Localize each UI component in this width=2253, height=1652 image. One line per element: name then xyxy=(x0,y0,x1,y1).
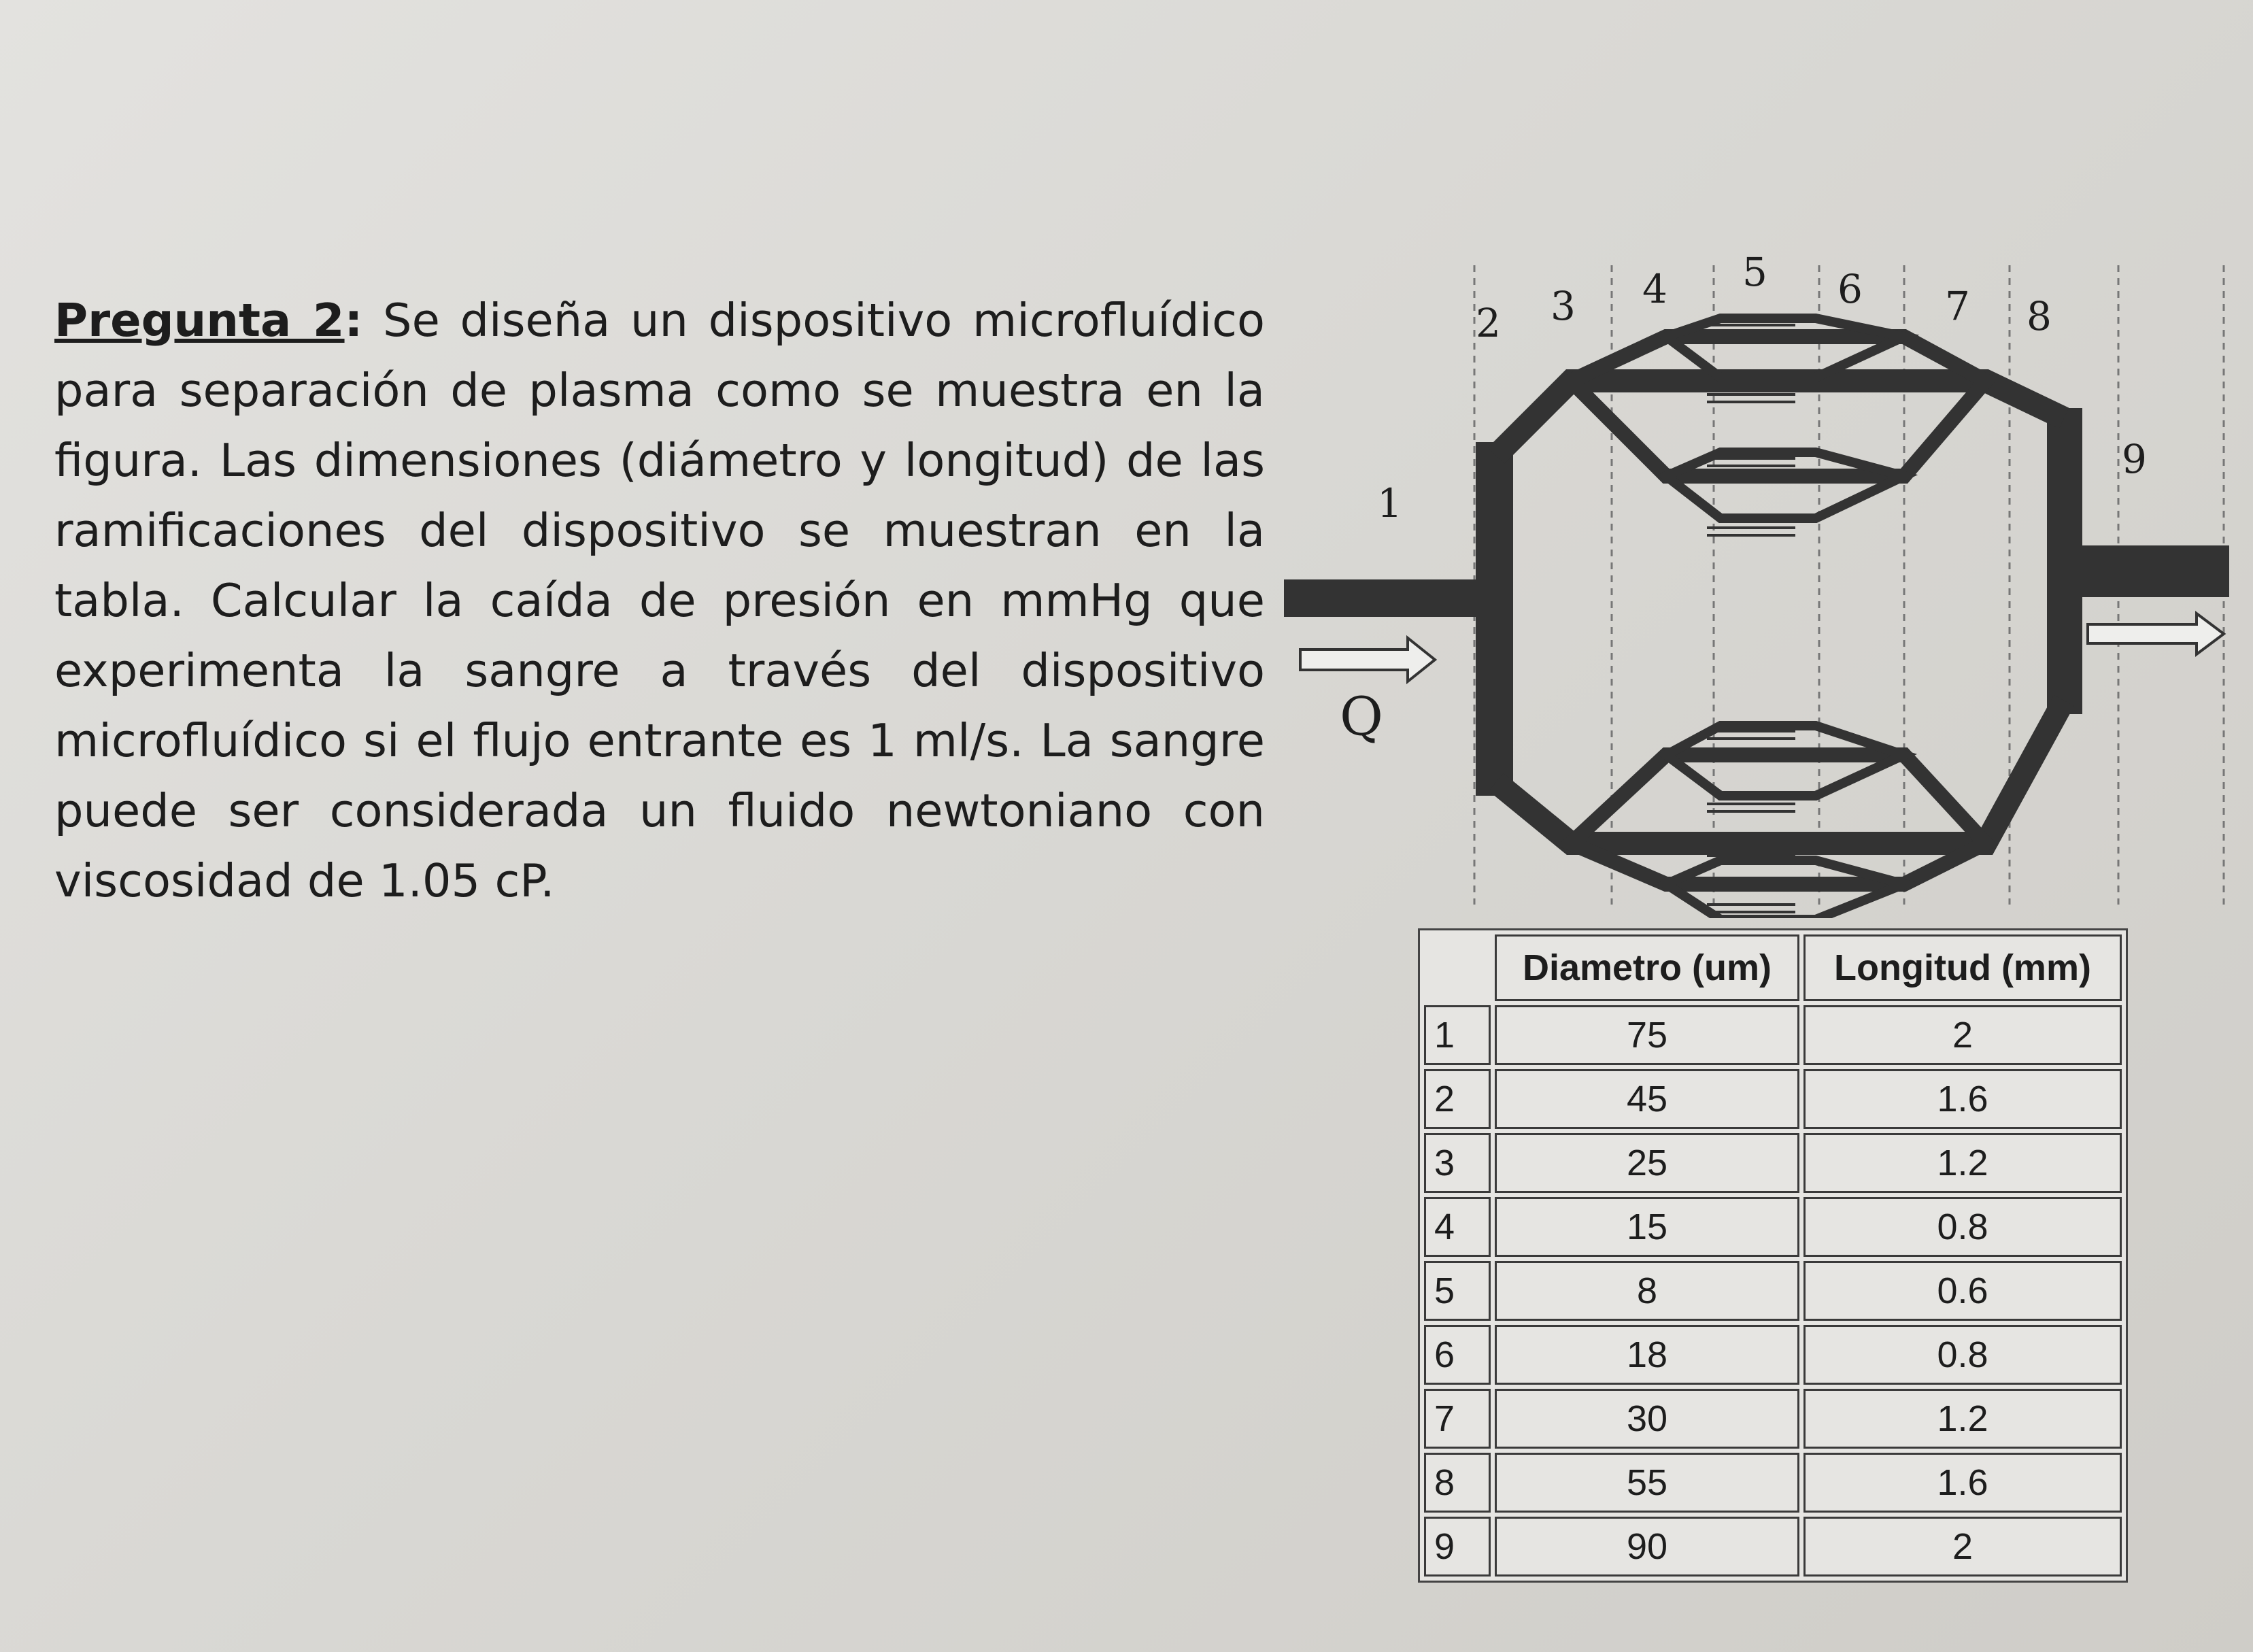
table-row xyxy=(1424,1517,2122,1577)
channel-1-inlet xyxy=(1284,579,1476,617)
row-length: 0.8 xyxy=(1803,1197,2122,1257)
row-diameter: 45 xyxy=(1495,1069,1799,1129)
table-row xyxy=(1424,1261,2122,1321)
question-text: Se diseña un dispositivo microfluídico para separación de plasma como se muestra en la figura. Las dimensiones (diámetro y longitud) de las ramificaciones del dispositivo se muestran en la tabla. Calcular la caída de presión en mmHg que experimenta la sangre a través del dispositivo microfluídico si el flujo entrante es 1 ml/s. La sangre puede ser considerada un fluido newtoniano con viscosidad de 1.05 cP. xyxy=(54,294,1265,907)
row-diameter: 18 xyxy=(1495,1325,1799,1385)
section-label-9: 9 xyxy=(2122,436,2147,482)
outflow-arrow-icon xyxy=(2088,613,2224,654)
row-length: 2 xyxy=(1803,1005,2122,1065)
section-label-5: 5 xyxy=(1742,252,1767,295)
row-diameter: 30 xyxy=(1495,1389,1799,1449)
channel-9-outlet xyxy=(2047,545,2229,597)
table-corner xyxy=(1424,934,1491,1001)
table-header-row xyxy=(1424,934,2122,1001)
row-length: 1.2 xyxy=(1803,1133,2122,1193)
loop-4-6-upper xyxy=(1666,452,1904,518)
row-length: 1.6 xyxy=(1803,1069,2122,1129)
row-length: 1.2 xyxy=(1803,1389,2122,1449)
section-label-3: 3 xyxy=(1551,283,1576,329)
row-length: 2 xyxy=(1803,1517,2122,1577)
table-row xyxy=(1424,1389,2122,1449)
row-index: 9 xyxy=(1424,1517,1491,1577)
table-row xyxy=(1424,1133,2122,1193)
section-label-8: 8 xyxy=(2027,293,2052,339)
flow-label-q: Q xyxy=(1340,686,1383,747)
table-row xyxy=(1424,1005,2122,1065)
table-row xyxy=(1424,1453,2122,1513)
row-index: 1 xyxy=(1424,1005,1491,1065)
row-index: 7 xyxy=(1424,1389,1491,1449)
dimensions-table xyxy=(1418,928,2128,1583)
row-diameter: 90 xyxy=(1495,1517,1799,1577)
row-index: 4 xyxy=(1424,1197,1491,1257)
channels-5 xyxy=(1707,325,1795,912)
row-length: 1.6 xyxy=(1803,1453,2122,1513)
table-row xyxy=(1424,1325,2122,1385)
row-index: 2 xyxy=(1424,1069,1491,1129)
row-diameter: 75 xyxy=(1495,1005,1799,1065)
question-colon: : xyxy=(344,294,363,347)
inflow-arrow-icon xyxy=(1300,638,1435,681)
loop-4-6-top xyxy=(1666,318,1904,377)
section-label-1: 1 xyxy=(1377,480,1402,526)
section-label-7: 7 xyxy=(1945,283,1970,329)
header-length: Longitud (mm) xyxy=(1803,934,2122,1001)
row-length: 0.6 xyxy=(1803,1261,2122,1321)
microfluidic-diagram xyxy=(1272,252,2237,918)
section-label-2: 2 xyxy=(1476,300,1501,346)
table-row xyxy=(1424,1069,2122,1129)
row-diameter: 55 xyxy=(1495,1453,1799,1513)
manifold-left xyxy=(1476,442,1513,796)
row-diameter: 25 xyxy=(1495,1133,1799,1193)
section-label-4: 4 xyxy=(1642,266,1667,312)
row-diameter: 15 xyxy=(1495,1197,1799,1257)
question-paragraph xyxy=(54,286,1265,916)
question-label: Pregunta 2 xyxy=(54,294,345,347)
table-row xyxy=(1424,1197,2122,1257)
section-label-6: 6 xyxy=(1837,266,1863,312)
row-index: 6 xyxy=(1424,1325,1491,1385)
header-diameter: Diametro (um) xyxy=(1495,934,1799,1001)
row-index: 5 xyxy=(1424,1261,1491,1321)
row-length: 0.8 xyxy=(1803,1325,2122,1385)
row-index: 3 xyxy=(1424,1133,1491,1193)
row-diameter: 8 xyxy=(1495,1261,1799,1321)
row-index: 8 xyxy=(1424,1453,1491,1513)
